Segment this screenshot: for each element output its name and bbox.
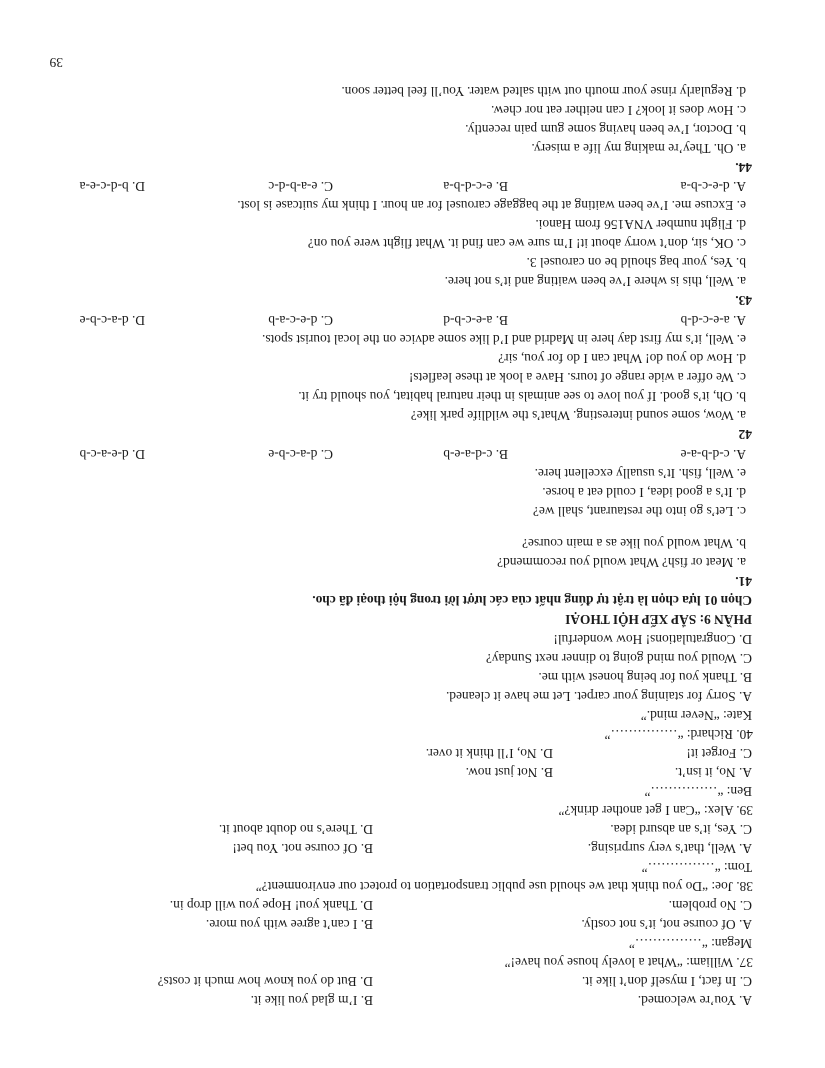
text-line: Ben: “……………” [644, 784, 752, 799]
text-line: A. You’re welcomed. [637, 993, 752, 1008]
text-line: 39. Alex: “Can I get another drink?” [558, 803, 753, 818]
text-line: C. d-e-c-a-b [268, 313, 333, 328]
text-line: C. Forget it! [686, 746, 752, 761]
text-line: 43. [735, 293, 752, 308]
text-line: A. a-e-c-d-b [680, 313, 746, 328]
text-line: A. Of course not, it’s not costly. [581, 917, 752, 932]
text-line: C. No problem. [668, 898, 752, 913]
text-line: e. Well, fish. It’s usually excellent here. [534, 466, 746, 481]
text-line: PHẦN 9: SẮP XẾP HỘI THOẠI [565, 612, 752, 627]
text-line: B. Of course not. You bet! [232, 841, 373, 856]
text-line: A. Sorry for staining your carpet. Let me have it cleaned. [445, 689, 752, 704]
text-line: a. Wow, some sound interesting. What’s the wildlife park like? [410, 408, 746, 423]
text-line: 37. William: “What a lovely house you have!” [504, 955, 753, 970]
text-line: B. I’m glad you like it. [250, 993, 373, 1008]
text-line: A. Well, that’s very surprising. [587, 841, 752, 856]
text-line: Kate: “Never mind.” [640, 708, 752, 723]
text-line: C. Would you mind going to dinner next Sunday? [485, 651, 752, 666]
text-line: B. c-d-a-e-b [443, 447, 508, 462]
text-line: c. Let’s go into the restaurant, shall we? [532, 504, 746, 519]
text-line: B. Not just now. [465, 765, 553, 780]
text-line: C. d-a-c-b-e [268, 447, 333, 462]
text-line: A. d-e-c-b-a [680, 179, 746, 194]
text-line: b. Oh, it’s good. If you love to see animals in their natural habitat, you should try it. [298, 389, 746, 404]
text-line: e. Excuse me. I’ve been waiting at the baggage carousel for an hour. I think my suitcase is lost. [237, 198, 746, 213]
text-line: 41. [735, 574, 752, 589]
text-line: A. No, it isn’t. [674, 765, 752, 780]
text-line: b. What would you like as a main course? [522, 536, 746, 551]
text-line: 40. Richard: “……………” [604, 727, 753, 742]
text-line: b. Doctor, I’ve been having some gum pain recently. [465, 122, 746, 137]
text-line: e. Well, it’s my first day here in Madrid and I’d like some advice on the local tourist spots. [262, 332, 746, 347]
text-line: 42 [738, 427, 752, 442]
text-line: c. How does it look? I can neither eat nor chew. [491, 103, 746, 118]
text-line: D. No, I’ll think it over. [425, 746, 553, 761]
text-line: d. It’s a good idea, I could eat a horse. [542, 485, 746, 500]
text-line: D. d-e-a-c-b [79, 447, 145, 462]
text-line: C. In fact, I myself don’t like it. [581, 974, 752, 989]
text-line: D. There’s no doubt about it. [218, 822, 373, 837]
text-line: 38. Joe: “Do you think that we should use public transportation to protect our environment?” [255, 879, 753, 894]
text-line: d. Flight number VNA156 from Hanoi. [535, 217, 746, 232]
text-line: B. Thank you for being honest with me. [538, 670, 752, 685]
text-line: d. Regularly rinse your mouth out with salted water. You’ll feel better soon. [341, 84, 746, 99]
text-line: d. How do you do! What can I do for you, sir? [498, 351, 746, 366]
text-line: c. OK, sir, don’t worry about it! I’m sure we can find it. What flight were you on? [307, 236, 746, 251]
text-line: B. a-e-c-b-d [443, 313, 508, 328]
text-line: B. e-c-d-b-a [443, 179, 508, 194]
text-line: D. But do you know how much it costs? [157, 974, 373, 989]
text-line: b. Yes, your bag should be on carousel 3. [526, 255, 746, 270]
text-line: Tom: “……………” [641, 860, 752, 875]
text-line: B. I can’t agree with you more. [205, 917, 373, 932]
text-line: c. We offer a wide range of tours. Have a look at these leaflets! [408, 370, 746, 385]
text-line: D. Thank you! Hope you will drop in. [169, 898, 373, 913]
text-line: D. Congratulations! How wonderful! [553, 632, 752, 647]
text-line: D. d-a-c-b-e [79, 313, 145, 328]
text-line: a. Meat or fish? What would you recommend? [497, 555, 746, 570]
text-line: a. Well, this is where I’ve been waiting and it’s not here. [444, 274, 746, 289]
text-line: C. Yes, it’s an absurd idea. [610, 822, 752, 837]
text-line: D. b-d-c-e-a [79, 179, 145, 194]
text-line: Chọn 01 lựa chọn là trật tự đúng nhất của các lượt lời trong hội thoại đã cho. [312, 593, 752, 608]
text-line: C. e-a-b-d-c [268, 179, 333, 194]
text-line: A. c-d-b-a-e [680, 447, 746, 462]
page-number: 39 [49, 55, 63, 70]
text-line: Megan: “……………” [628, 936, 752, 951]
text-line: 44. [735, 160, 752, 175]
text-line: a. Oh. They’re making my life a misery. [531, 141, 746, 156]
